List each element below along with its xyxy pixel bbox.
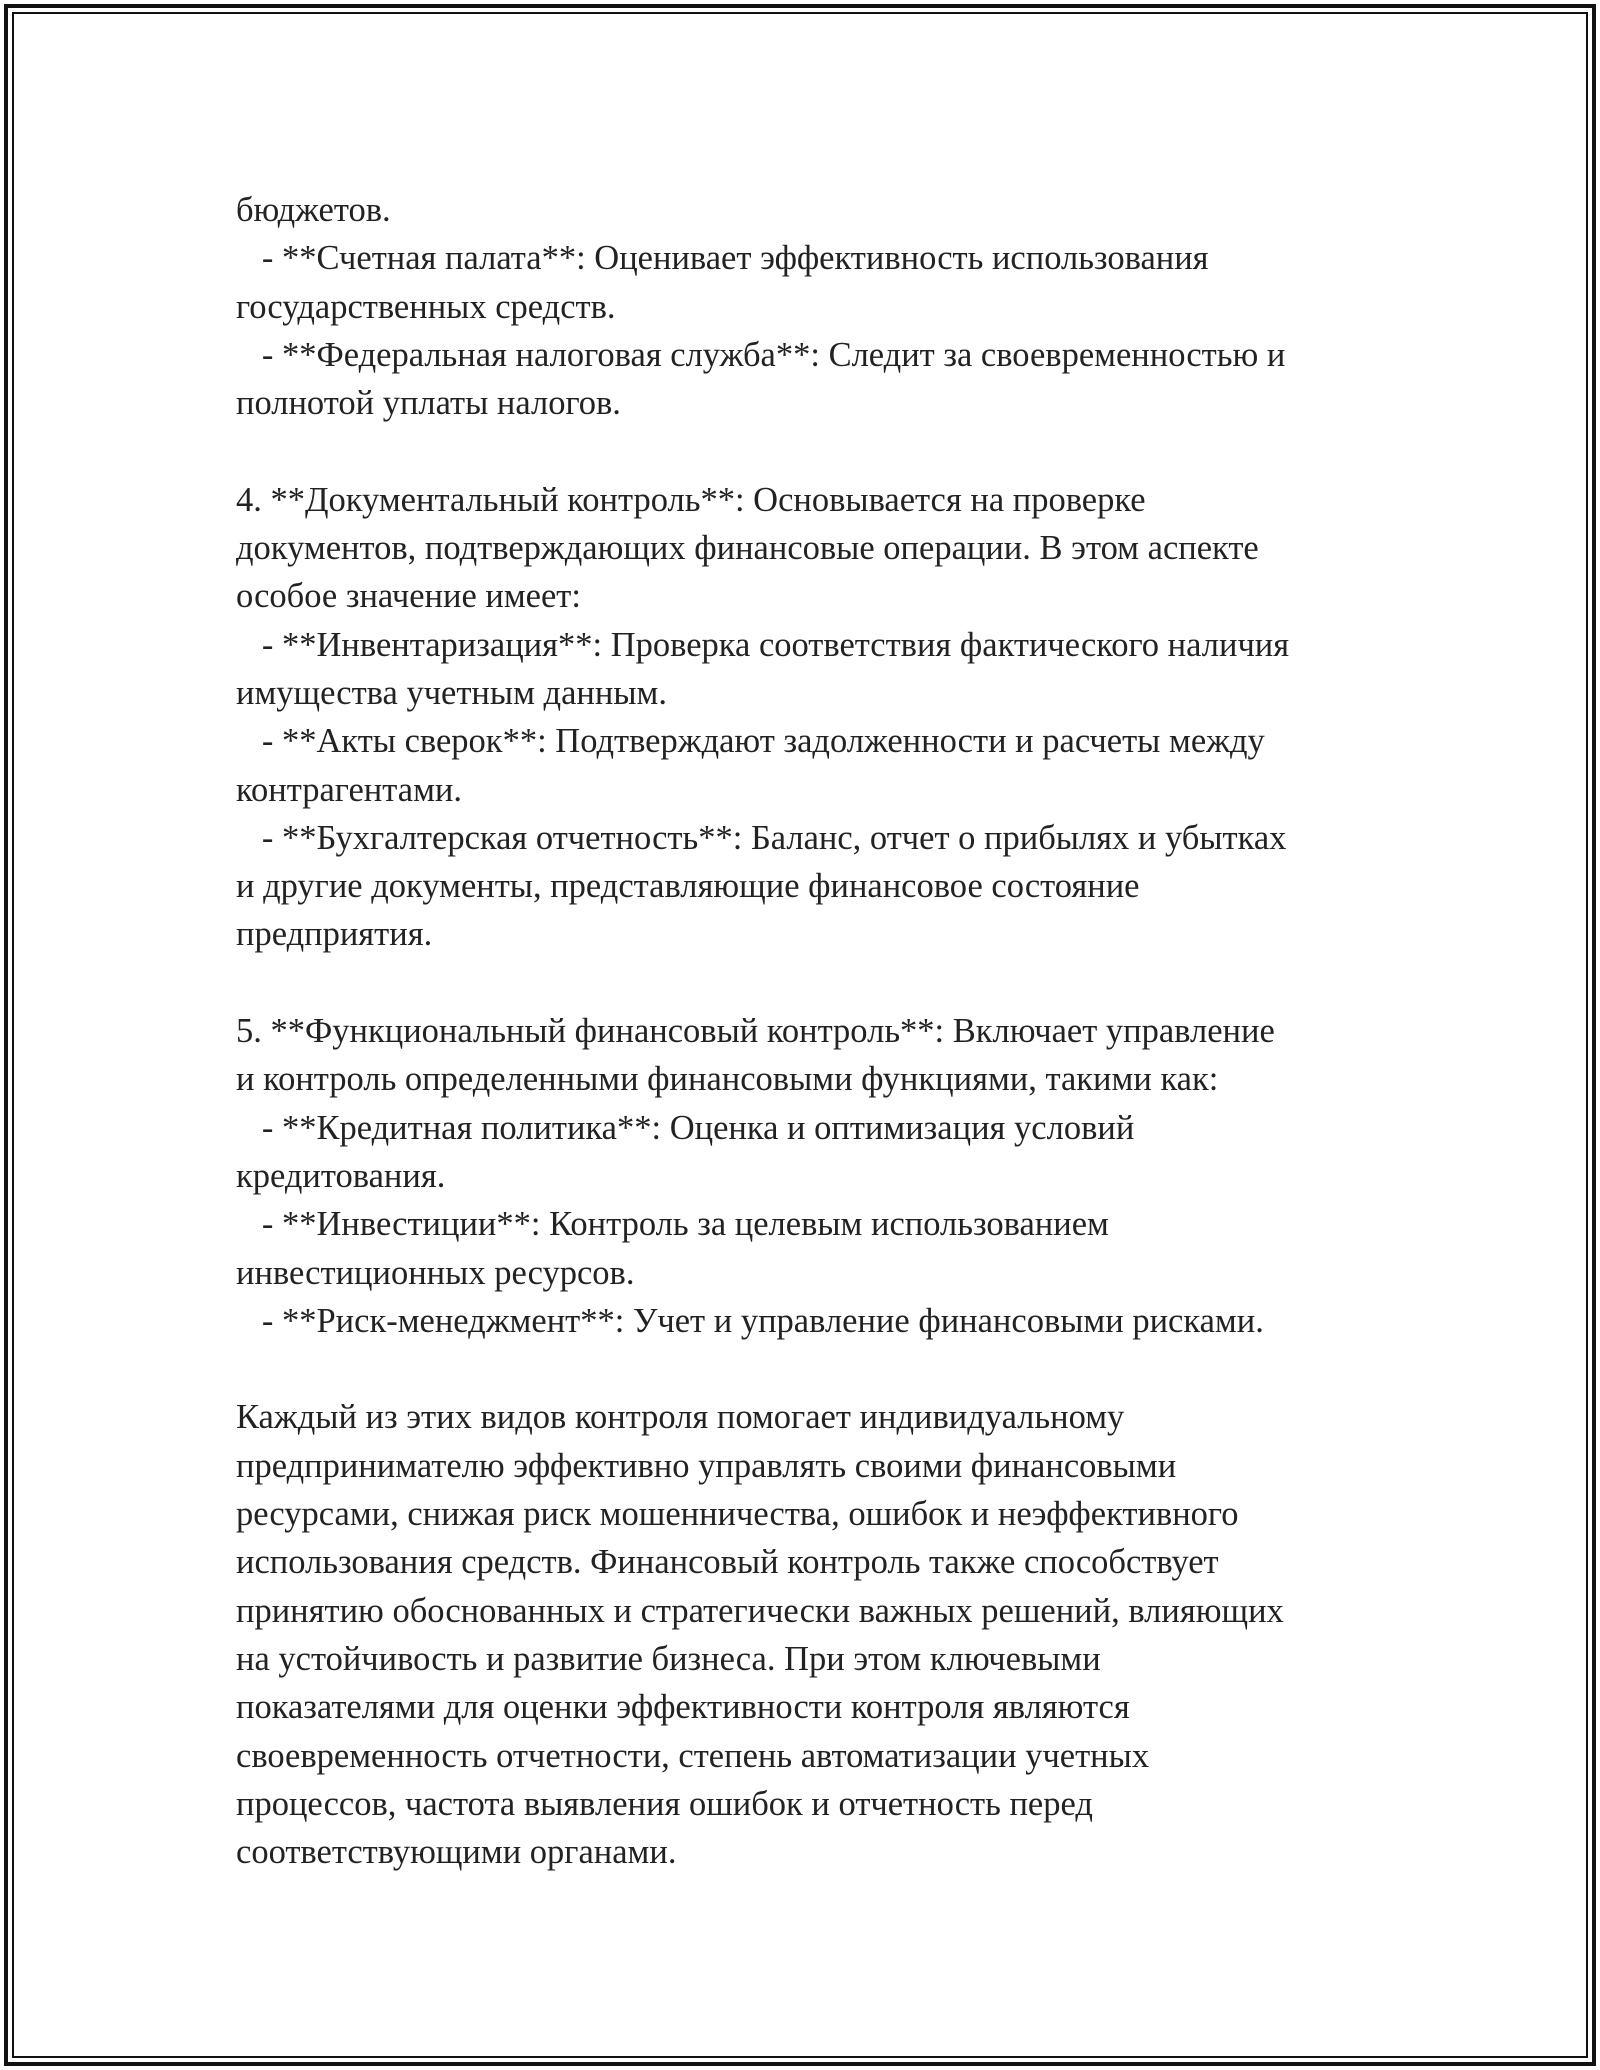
text-line: соответствующими органами. <box>236 1833 677 1872</box>
text-line: контрагентами. <box>236 770 462 809</box>
blank-line <box>236 1345 1386 1393</box>
text-line: ресурсами, снижая риск мошенничества, ошибок и неэффективного <box>236 1495 1239 1534</box>
text-line: кредитования. <box>236 1156 446 1195</box>
text-line: - **Федеральная налоговая служба**: Следит за своевременностью и <box>236 335 1286 374</box>
text-line: документов, подтверждающих финансовые операции. В этом аспекте <box>236 529 1259 568</box>
blank-line <box>236 959 1386 1007</box>
text-line: и контроль определенными финансовыми функциями, такими как: <box>236 1060 1219 1099</box>
text-line: - **Бухгалтерская отчетность**: Баланс, отчет о прибылях и убытках <box>236 818 1287 857</box>
text-line: имущества учетным данным. <box>236 673 667 712</box>
text-line: - **Кредитная политика**: Оценка и оптимизация условий <box>236 1108 1135 1147</box>
text-line: на устойчивость и развитие бизнеса. При этом ключевыми <box>236 1639 1101 1678</box>
text-line: процессов, частота выявления ошибок и отчетность перед <box>236 1784 1093 1823</box>
text-line: и другие документы, представляющие финансовое состояние <box>236 867 1140 906</box>
text-line: особое значение имеет: <box>236 577 581 616</box>
text-line: предприятия. <box>236 915 433 954</box>
text-line: своевременность отчетности, степень автоматизации учетных <box>236 1736 1150 1775</box>
text-line: 4. **Документальный контроль**: Основывается на проверке <box>236 480 1146 519</box>
text-line: - **Акты сверок**: Подтверждают задолженности и расчеты между <box>236 722 1265 761</box>
text-line: показателями для оценки эффективности контроля являются <box>236 1688 1130 1727</box>
text-line: бюджетов. <box>236 191 391 229</box>
text-line: государственных средств. <box>236 287 616 326</box>
text-line: - **Инвентаризация**: Проверка соответствия фактического наличия <box>236 625 1290 664</box>
text-line: Каждый из этих видов контроля помогает индивидуальному <box>236 1398 1125 1437</box>
document-body <box>236 186 1386 1876</box>
text-line: принятию обоснованных и стратегически важных решений, влияющих <box>236 1591 1284 1630</box>
text-line: - **Риск-менеджмент**: Учет и управление финансовыми рисками. <box>236 1301 1264 1340</box>
text-line: - **Инвестиции**: Контроль за целевым использованием <box>236 1205 1109 1244</box>
text-line: 5. **Функциональный финансовый контроль**: Включает управление <box>236 1012 1275 1051</box>
text-line: - **Счетная палата**: Оценивает эффективность использования <box>236 239 1209 278</box>
blank-line <box>236 427 1386 475</box>
text-line: полнотой уплаты налогов. <box>236 384 621 423</box>
text-line: инвестиционных ресурсов. <box>236 1253 635 1292</box>
text-line: предпринимателю эффективно управлять своими финансовыми <box>236 1446 1177 1485</box>
text-line: использования средств. Финансовый контроль также способствует <box>236 1543 1219 1582</box>
